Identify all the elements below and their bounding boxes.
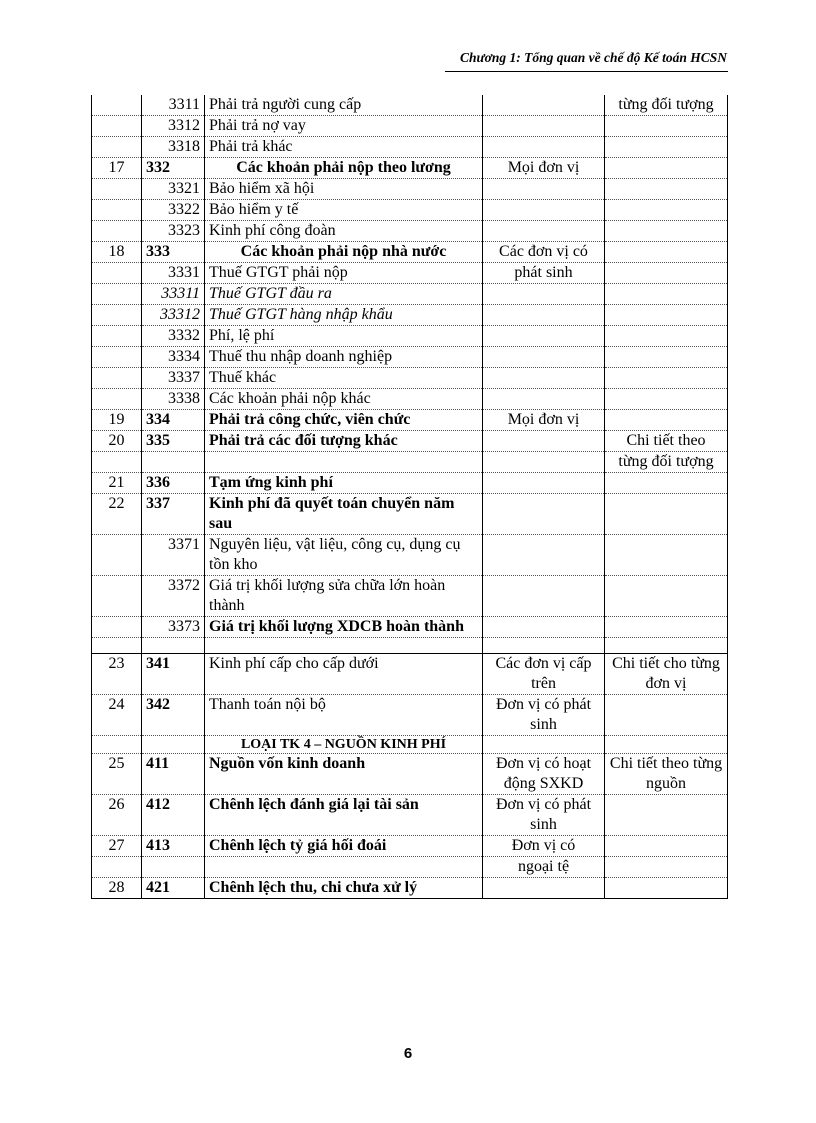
applicable-scope: Đơn vị có <box>483 836 605 857</box>
table-row <box>92 617 728 638</box>
row-number <box>92 452 142 473</box>
account-name: Nguyên liệu, vật liệu, công cụ, dụng cụ tồn kho <box>205 535 483 576</box>
row-number: 24 <box>92 695 142 736</box>
applicable-scope <box>483 137 605 158</box>
row-number <box>92 535 142 576</box>
account-name: Thuế GTGT đầu ra <box>205 284 483 305</box>
applicable-scope <box>483 638 605 654</box>
row-number: 26 <box>92 795 142 836</box>
table-row <box>92 137 728 158</box>
table-row <box>92 452 728 473</box>
account-code: 412 <box>142 795 205 836</box>
account-code: 3338 <box>142 389 205 410</box>
account-name: Nguồn vốn kinh doanh <box>205 754 483 795</box>
applicable-scope <box>483 473 605 494</box>
detail-note <box>605 368 728 389</box>
table-row <box>92 326 728 347</box>
detail-note <box>605 736 728 754</box>
detail-note <box>605 836 728 857</box>
table-row <box>92 494 728 535</box>
account-name: Phí, lệ phí <box>205 326 483 347</box>
detail-note <box>605 221 728 242</box>
account-name: Kinh phí cấp cho cấp dưới <box>205 654 483 695</box>
table-row <box>92 242 728 263</box>
account-code: 334 <box>142 410 205 431</box>
detail-note <box>605 179 728 200</box>
table-row <box>92 95 728 116</box>
applicable-scope <box>483 116 605 137</box>
row-number <box>92 284 142 305</box>
account-code <box>142 736 205 754</box>
table-row <box>92 389 728 410</box>
account-code: 3334 <box>142 347 205 368</box>
detail-note <box>605 137 728 158</box>
detail-note <box>605 410 728 431</box>
account-code: 33312 <box>142 305 205 326</box>
detail-note <box>605 494 728 535</box>
account-name: Phải trả người cung cấp <box>205 95 483 116</box>
detail-note: từng đối tượng <box>605 452 728 473</box>
applicable-scope: Đơn vị có phát sinh <box>483 795 605 836</box>
table-row <box>92 638 728 654</box>
detail-note <box>605 857 728 878</box>
table-row <box>92 368 728 389</box>
account-code: 3337 <box>142 368 205 389</box>
applicable-scope: Các đơn vị có <box>483 242 605 263</box>
detail-note <box>605 473 728 494</box>
detail-note: từng đối tượng <box>605 95 728 116</box>
detail-note <box>605 389 728 410</box>
applicable-scope <box>483 494 605 535</box>
applicable-scope: Mọi đơn vị <box>483 158 605 179</box>
table-row <box>92 857 728 878</box>
row-number <box>92 617 142 638</box>
row-number: 21 <box>92 473 142 494</box>
table-row <box>92 200 728 221</box>
account-name: Kinh phí đã quyết toán chuyển năm sau <box>205 494 483 535</box>
row-number: 25 <box>92 754 142 795</box>
header-rule <box>445 71 728 72</box>
account-code: 335 <box>142 431 205 452</box>
account-name: Thuế khác <box>205 368 483 389</box>
account-name <box>205 452 483 473</box>
detail-note <box>605 284 728 305</box>
table-row <box>92 795 728 836</box>
account-name: Bảo hiểm y tế <box>205 200 483 221</box>
account-name: Phải trả khác <box>205 137 483 158</box>
table-row <box>92 836 728 857</box>
account-name: Thanh toán nội bộ <box>205 695 483 736</box>
account-code: 3321 <box>142 179 205 200</box>
detail-note: Chi tiết theo <box>605 431 728 452</box>
row-number <box>92 263 142 284</box>
account-table <box>91 95 728 899</box>
row-number: 28 <box>92 878 142 899</box>
row-number: 23 <box>92 654 142 695</box>
row-number <box>92 736 142 754</box>
table-row <box>92 263 728 284</box>
account-name: Các khoản phải nộp nhà nước <box>205 242 483 263</box>
applicable-scope <box>483 95 605 116</box>
applicable-scope <box>483 576 605 617</box>
chapter-header: Chương 1: Tổng quan về chế độ Kế toán HCSN <box>460 50 727 65</box>
row-number <box>92 857 142 878</box>
account-code: 421 <box>142 878 205 899</box>
applicable-scope <box>483 878 605 899</box>
account-name: Bảo hiểm xã hội <box>205 179 483 200</box>
applicable-scope <box>483 431 605 452</box>
row-number <box>92 576 142 617</box>
applicable-scope: Mọi đơn vị <box>483 410 605 431</box>
row-number <box>92 179 142 200</box>
account-name: Thuế thu nhập doanh nghiệp <box>205 347 483 368</box>
table-row <box>92 116 728 137</box>
table-row <box>92 473 728 494</box>
table-row <box>92 754 728 795</box>
row-number <box>92 305 142 326</box>
table-row <box>92 535 728 576</box>
row-number: 22 <box>92 494 142 535</box>
detail-note: Chi tiết theo từng nguồn <box>605 754 728 795</box>
account-name: Giá trị khối lượng XDCB hoàn thành <box>205 617 483 638</box>
detail-note <box>605 116 728 137</box>
detail-note <box>605 795 728 836</box>
detail-note <box>605 617 728 638</box>
applicable-scope <box>483 305 605 326</box>
table-row <box>92 410 728 431</box>
applicable-scope <box>483 736 605 754</box>
table-row <box>92 305 728 326</box>
account-name <box>205 638 483 654</box>
row-number <box>92 137 142 158</box>
detail-note <box>605 326 728 347</box>
applicable-scope <box>483 284 605 305</box>
row-number <box>92 116 142 137</box>
account-code: 3373 <box>142 617 205 638</box>
account-code <box>142 452 205 473</box>
detail-note <box>605 200 728 221</box>
row-number <box>92 638 142 654</box>
account-name: Phải trả công chức, viên chức <box>205 410 483 431</box>
account-code: 342 <box>142 695 205 736</box>
applicable-scope <box>483 452 605 473</box>
detail-note <box>605 695 728 736</box>
row-number: 27 <box>92 836 142 857</box>
applicable-scope: Đơn vị có phát sinh <box>483 695 605 736</box>
account-code: 341 <box>142 654 205 695</box>
table-row <box>92 158 728 179</box>
row-number: 18 <box>92 242 142 263</box>
table-row <box>92 576 728 617</box>
detail-note <box>605 263 728 284</box>
detail-note <box>605 158 728 179</box>
row-number <box>92 368 142 389</box>
account-code: 3332 <box>142 326 205 347</box>
account-code: 3322 <box>142 200 205 221</box>
applicable-scope <box>483 389 605 410</box>
applicable-scope <box>483 368 605 389</box>
detail-note <box>605 638 728 654</box>
row-number: 17 <box>92 158 142 179</box>
table-row <box>92 878 728 899</box>
detail-note <box>605 305 728 326</box>
detail-note <box>605 347 728 368</box>
row-number <box>92 347 142 368</box>
row-number: 19 <box>92 410 142 431</box>
account-name: Thuế GTGT hàng nhập khẩu <box>205 305 483 326</box>
account-name: Thuế GTGT phải nộp <box>205 263 483 284</box>
table-row <box>92 736 728 754</box>
account-table-body <box>92 95 728 899</box>
table-row <box>92 179 728 200</box>
account-name: LOẠI TK 4 – NGUỒN KINH PHÍ <box>205 736 483 754</box>
account-code: 3311 <box>142 95 205 116</box>
account-code: 3323 <box>142 221 205 242</box>
account-code: 413 <box>142 836 205 857</box>
detail-note: Chi tiết cho từng đơn vị <box>605 654 728 695</box>
account-code: 336 <box>142 473 205 494</box>
account-name: Chênh lệch tỷ giá hối đoái <box>205 836 483 857</box>
applicable-scope <box>483 535 605 576</box>
applicable-scope <box>483 347 605 368</box>
account-code: 3312 <box>142 116 205 137</box>
account-name: Các khoản phải nộp khác <box>205 389 483 410</box>
row-number <box>92 221 142 242</box>
applicable-scope: Đơn vị có hoạt động SXKD <box>483 754 605 795</box>
account-code: 3318 <box>142 137 205 158</box>
row-number <box>92 200 142 221</box>
applicable-scope <box>483 326 605 347</box>
account-name: Phải trả nợ vay <box>205 116 483 137</box>
detail-note <box>605 535 728 576</box>
account-name: Phải trả các đối tượng khác <box>205 431 483 452</box>
account-code: 337 <box>142 494 205 535</box>
row-number <box>92 326 142 347</box>
account-code: 3371 <box>142 535 205 576</box>
table-row <box>92 695 728 736</box>
account-code <box>142 857 205 878</box>
applicable-scope <box>483 617 605 638</box>
table-row <box>92 284 728 305</box>
detail-note <box>605 242 728 263</box>
account-code: 332 <box>142 158 205 179</box>
table-row <box>92 654 728 695</box>
account-code: 411 <box>142 754 205 795</box>
row-number <box>92 389 142 410</box>
account-name: Kinh phí công đoàn <box>205 221 483 242</box>
account-name: Tạm ứng kinh phí <box>205 473 483 494</box>
account-code <box>142 638 205 654</box>
row-number: 20 <box>92 431 142 452</box>
account-name: Các khoản phải nộp theo lương <box>205 158 483 179</box>
table-row <box>92 221 728 242</box>
page-number: 6 <box>403 1045 413 1062</box>
account-name: Chênh lệch đánh giá lại tài sản <box>205 795 483 836</box>
account-name <box>205 857 483 878</box>
applicable-scope: Các đơn vị cấp trên <box>483 654 605 695</box>
applicable-scope <box>483 179 605 200</box>
applicable-scope: ngoại tệ <box>483 857 605 878</box>
account-name: Giá trị khối lượng sửa chữa lớn hoàn thành <box>205 576 483 617</box>
row-number <box>92 95 142 116</box>
applicable-scope <box>483 200 605 221</box>
account-name: Chênh lệch thu, chi chưa xử lý <box>205 878 483 899</box>
applicable-scope: phát sinh <box>483 263 605 284</box>
account-code: 33311 <box>142 284 205 305</box>
account-code: 3372 <box>142 576 205 617</box>
detail-note <box>605 576 728 617</box>
account-code: 3331 <box>142 263 205 284</box>
table-row <box>92 431 728 452</box>
table-row <box>92 347 728 368</box>
detail-note <box>605 878 728 899</box>
account-code: 333 <box>142 242 205 263</box>
applicable-scope <box>483 221 605 242</box>
